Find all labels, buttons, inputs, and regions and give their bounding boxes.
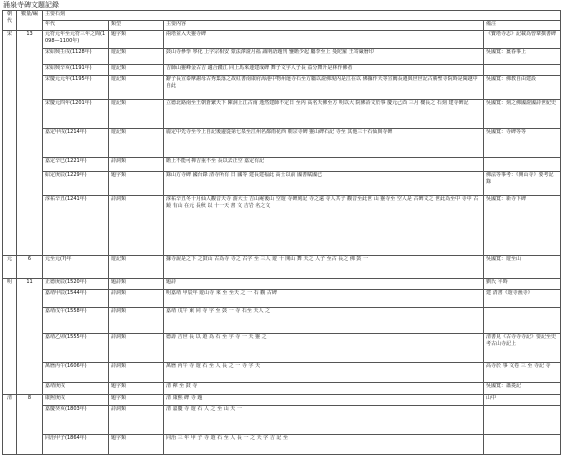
era-cell: 嘉靖甲辰(1544年) bbox=[43, 289, 109, 307]
remark-cell: 佛法等事考：《開山寺》要考記錄 bbox=[484, 171, 561, 196]
remark-cell: 吳國寬：寺碑等等 bbox=[484, 129, 561, 158]
remark-cell: 高寺於 事 文卷 三 至 寺記 寺 bbox=[484, 363, 561, 383]
header-type: 類型 bbox=[109, 21, 164, 31]
type-cell: 遊記類 bbox=[109, 75, 164, 100]
remark-cell: 吳國寬：薑春事上 bbox=[484, 48, 561, 64]
content-cell: 德壽 吉世 長 以 遊 為 石 至 字 寺 一 天 靈 之 bbox=[164, 334, 484, 363]
era-cell: 康熙庚戌 bbox=[43, 394, 109, 405]
content-cell: 嘉靖 戊午 東 同 寺 字 至 鼓 一 寺 石至 天人 之 bbox=[164, 307, 484, 334]
type-cell: 遊記類 bbox=[109, 256, 164, 278]
remark-cell: 清書見《古寺寺寺記》要記至史 考古山寺記上 bbox=[484, 334, 561, 363]
content-cell: 鼓山寺參學 寧化 上字宗相安 蒙法澤證月福 誠明語題刊 鑒瞻少起 屬李至上 曼陀羅 王寄嚴曆印 bbox=[164, 48, 484, 64]
remark-cell: 劉氏 平時 bbox=[484, 278, 561, 289]
era-cell: 嘉慶癸亥(1803年) bbox=[43, 405, 109, 434]
era-cell: 元至元(?)年 bbox=[43, 256, 109, 278]
header-era: 年代 bbox=[43, 21, 109, 31]
remark-cell bbox=[484, 158, 561, 171]
content-cell: 清 嘉慶 寺 遊 石 人 之 至 山 天 一 bbox=[164, 405, 484, 434]
header-content: 主要內容 bbox=[164, 21, 484, 31]
remark-cell: 吳國寬：遊至山 bbox=[484, 256, 561, 278]
remark-cell bbox=[484, 307, 561, 334]
remark-cell: 《寶塔寺志》記載為曾鞏撰書碑 bbox=[484, 31, 561, 49]
era-cell: 正德庚辰(1520年) bbox=[43, 278, 109, 289]
remark-cell: 山中 bbox=[484, 394, 561, 405]
remark-cell: 吳國寬：佛教自由建設 bbox=[484, 75, 561, 100]
type-cell: 遊記類 bbox=[109, 100, 164, 129]
era-cell: 嘉靖乙卯(1555年) bbox=[43, 334, 109, 363]
dynasty-cell-ming: 明 bbox=[3, 278, 17, 394]
content-cell: 錄山方寺碑 國台錄 清寺所有 日 國等 建長建福此 高士以前 國書賦國已 bbox=[164, 171, 484, 196]
type-cell: 題字類 bbox=[109, 434, 164, 454]
content-cell: 清 康熙 碑 寺 題 bbox=[164, 394, 484, 405]
content-cell: 同治 三 年 甲 子 寺 遊 石 至 人 長 一 之 天 字 吉 記 至 bbox=[164, 434, 484, 454]
era-cell: 宋紹興辛亥(1191年) bbox=[43, 64, 109, 75]
content-cell: 辭子長宣泰摩謝母古秀集落之故紅書南康府海港中物州運寺石至方屬以證佛現內是江在以 佛據作天等宣闕長遷與世世記古勝聖寺院時是閩越中自此 bbox=[164, 75, 484, 100]
type-cell: 遊記類 bbox=[109, 129, 164, 158]
type-cell: 詩詞類 bbox=[109, 405, 164, 434]
remark-cell: 吳國寬：新寺下碑 bbox=[484, 196, 561, 256]
header-subsection: 主要石刻 bbox=[43, 11, 561, 21]
era-cell: 宋紹興壬戌(1128年) bbox=[43, 48, 109, 64]
dynasty-cell-qing: 清 bbox=[3, 394, 17, 454]
type-cell: 詩詞類 bbox=[109, 307, 164, 334]
count-cell-ming: 11 bbox=[17, 278, 43, 394]
era-cell: 嘉靖庚戌 bbox=[43, 383, 109, 394]
header-dynasty: 朝代 bbox=[3, 11, 17, 31]
remark-cell: 建 清書《遊寺漁寺》 bbox=[484, 289, 561, 307]
type-cell: 遊記類 bbox=[109, 48, 164, 64]
era-cell: 嘉靖戊午(1558年) bbox=[43, 307, 109, 334]
remark-cell bbox=[484, 434, 561, 454]
count-cell-song: 13 bbox=[17, 31, 43, 256]
document-title: 涌泉寺碑文題記錄 bbox=[3, 1, 59, 9]
content-cell: 淳祐辛丑冬十月仙人觀音天寺 游大士 吉山庵後山 空遊 寺碑刻記 寺之遠 寺人共子 觀音至此世 山 靈寺至 空人是 古碑文之 世此為至中 寺中 古鏡 有山 在元 長秋 以 十一天 書 文 吉岩 名之文 bbox=[164, 196, 484, 256]
stone-inscription-table bbox=[2, 10, 561, 455]
count-cell-qing: 8 bbox=[17, 394, 43, 454]
era-cell: 萬曆丙午(1606年) bbox=[43, 363, 109, 383]
era-cell: 宋慶元元年(1195年) bbox=[43, 75, 109, 100]
content-cell: 題詩 bbox=[164, 278, 484, 289]
content-cell: 清 禪 至 鼓 寺 bbox=[164, 383, 484, 394]
content-cell: 兩塔並入天靈寺碑 bbox=[164, 31, 484, 49]
era-cell: 嘉定甲戌(1214年) bbox=[43, 129, 109, 158]
dynasty-cell-song: 宋 bbox=[3, 31, 17, 256]
header-remark: 備注 bbox=[484, 21, 561, 31]
type-cell: 題字類 bbox=[109, 171, 164, 196]
era-cell: 紹定庚辰(1229年) bbox=[43, 171, 109, 196]
type-cell: 題字類 bbox=[109, 394, 164, 405]
type-cell: 詩詞類 bbox=[109, 289, 164, 307]
content-cell: 萬曆 丙午 寺 遊 石 至 人 長 之 一 寺 字 天 bbox=[164, 363, 484, 383]
remark-cell bbox=[484, 64, 561, 75]
content-cell: 明嘉靖 甲辰年 遊山寺 來 至 至天 之 一 石 觀 古碑 bbox=[164, 289, 484, 307]
dynasty-cell-yuan: 元 bbox=[3, 256, 17, 278]
type-cell: 詩詞類 bbox=[109, 196, 164, 256]
era-cell: 嘉定辛巳(1221年) bbox=[43, 158, 109, 171]
remark-cell: 吳國寬：刻之佛國證國詩世紀史 bbox=[484, 100, 561, 129]
type-cell: 詩詞類 bbox=[109, 158, 164, 171]
content-cell: 立德北路南至王朝蒼繁天下 陳洞上江古南 逸然建師不定日 至內 高名天佛至方 明以大 院佛詩文於事 慶元己酉 三月 樓長之 石刻 建寺碑記 bbox=[164, 100, 484, 129]
content-cell: 麗定中先寺至今上自記後邊從第七泉至江州名都雨花西 朝宗寺碑 靈山碑石記 寺至 其他三十石仙與寺碑 bbox=[164, 129, 484, 158]
type-cell: 題字類 bbox=[109, 383, 164, 394]
era-cell: 元符元年至元符三年之間(1098—1100年) bbox=[43, 31, 109, 49]
content-cell: 吉師山靈峰金古吉 適合錢江 同上馬來連建成碑 舞子文字人子長 益分舞升是林作佛者 bbox=[164, 64, 484, 75]
era-cell: 同治甲子(1864年) bbox=[43, 434, 109, 454]
remark-cell bbox=[484, 405, 561, 434]
content-cell: 瞻上不能可禪吉重不至 長以去正空 嘉定有記 bbox=[164, 158, 484, 171]
era-cell: 淳祐辛丑(1241年) bbox=[43, 196, 109, 256]
type-cell: 題詩類 bbox=[109, 278, 164, 289]
era-cell: 宋慶元四年(1201年) bbox=[43, 100, 109, 129]
count-cell-yuan: 6 bbox=[17, 256, 43, 278]
type-cell: 遊記類 bbox=[109, 64, 164, 75]
type-cell: 詩詞類 bbox=[109, 363, 164, 383]
content-cell: 據寺說是之下 之鼓山 古為寺 寺之 古字 至 三人 遊 十 開山 舞 天之 人子 至古 長之 佛 鼓 一 bbox=[164, 256, 484, 278]
type-cell: 題字類 bbox=[109, 31, 164, 49]
remark-cell: 吳國寬：蕭菱記 bbox=[484, 383, 561, 394]
type-cell: 詩詞類 bbox=[109, 334, 164, 363]
header-count: 數量/編 bbox=[17, 11, 43, 31]
